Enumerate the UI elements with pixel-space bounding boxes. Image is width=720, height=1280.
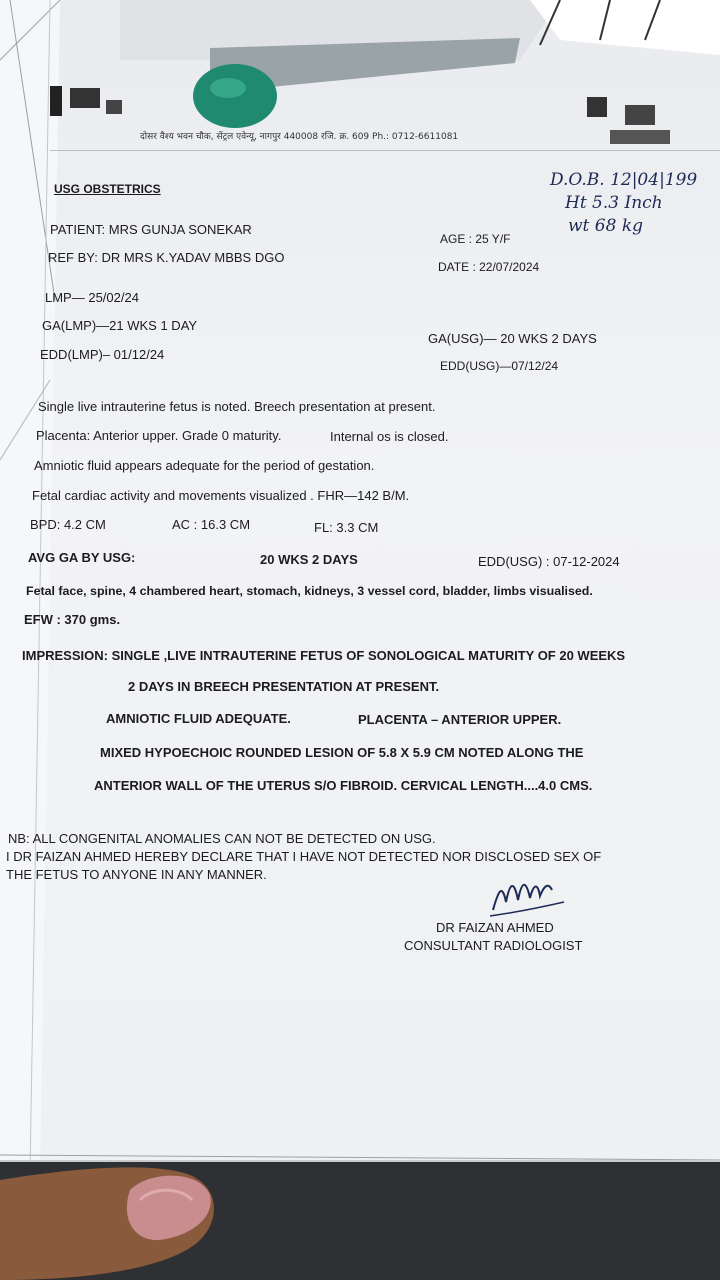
finding-amniotic: Amniotic fluid appears adequate for the period of gestation.	[34, 458, 375, 473]
finding-cardiac: Fetal cardiac activity and movements visualized . FHR—142 B/M.	[32, 488, 410, 503]
patient-name: PATIENT: MRS GUNJA SONEKAR	[50, 222, 252, 237]
edd-lmp: EDD(LMP)– 01/12/24	[40, 347, 165, 362]
avg-ga-value: 20 WKS 2 DAYS	[260, 552, 358, 567]
handwritten-weight: wt 68 kg	[568, 216, 644, 236]
finding-placenta: Placenta: Anterior upper. Grade 0 maturity.	[36, 428, 282, 443]
nb-note: NB: ALL CONGENITAL ANOMALIES CAN NOT BE DETECTED ON USG.	[8, 831, 436, 846]
edd-usg: EDD(USG) : 07-12-2024	[478, 554, 620, 569]
impression-amniotic: AMNIOTIC FLUID ADEQUATE.	[106, 711, 291, 726]
measure-bpd: BPD: 4.2 CM	[30, 517, 106, 532]
pen-cap-icon	[190, 18, 530, 128]
header-divider	[50, 150, 720, 151]
organs-visualised: Fetal face, spine, 4 chambered heart, stomach, kidneys, 3 vessel cord, bladder, limbs visualised.	[26, 584, 593, 598]
impression-lesion-1: MIXED HYPOECHOIC ROUNDED LESION OF 5.8 X 5.9 CM NOTED ALONG THE	[100, 745, 584, 760]
finger-icon	[0, 1160, 260, 1280]
doctor-title: CONSULTANT RADIOLOGIST	[404, 938, 583, 953]
signature-icon	[488, 872, 568, 922]
impression-lesion-2: ANTERIOR WALL OF THE UTERUS S/O FIBROID. CERVICAL LENGTH....4.0 CMS.	[94, 778, 593, 793]
edd-usg-header: EDD(USG)—07/12/24	[440, 359, 559, 373]
report-date: DATE : 22/07/2024	[438, 260, 540, 274]
referred-by: REF BY: DR MRS K.YADAV MBBS DGO	[48, 250, 285, 265]
handwritten-height: Ht 5.3 Inch	[565, 193, 663, 213]
ga-usg: GA(USG)— 20 WKS 2 DAYS	[428, 331, 597, 346]
letterhead-address: दोसर वैश्य भवन चौक, सेंट्रल एवेन्यू, नागपुर 440008 रजि. क्र. 609 Ph.: 0712-6611081	[140, 132, 459, 142]
finding-internal-os: Internal os is closed.	[330, 429, 449, 444]
impression-placenta: PLACENTA – ANTERIOR UPPER.	[358, 712, 562, 727]
declaration-line-2: THE FETUS TO ANYONE IN ANY MANNER.	[6, 867, 267, 882]
handwritten-dob: D.O.B. 12|04|199	[550, 170, 698, 190]
impression-line-1: IMPRESSION: SINGLE ,LIVE INTRAUTERINE FETUS OF SONOLOGICAL MATURITY OF 20 WEEKS	[22, 648, 626, 663]
report-title: USG OBSTETRICS	[54, 182, 161, 196]
measure-ac: AC : 16.3 CM	[172, 517, 251, 532]
avg-ga-label: AVG GA BY USG:	[28, 550, 136, 565]
finding-fetus: Single live intrauterine fetus is noted. Breech presentation at present.	[38, 399, 436, 414]
patient-age: AGE : 25 Y/F	[440, 232, 511, 246]
measure-fl: FL: 3.3 CM	[314, 520, 379, 535]
ga-lmp: GA(LMP)—21 WKS 1 DAY	[42, 318, 198, 333]
doctor-name: DR FAIZAN AHMED	[436, 920, 554, 935]
accreditation-logo-icon	[585, 95, 685, 150]
efw: EFW : 370 gms.	[24, 612, 121, 627]
declaration-line-1: I DR FAIZAN AHMED HEREBY DECLARE THAT I HAVE NOT DETECTED NOR DISCLOSED SEX OF	[6, 849, 602, 864]
lmp: LMP— 25/02/24	[45, 290, 139, 305]
clinic-logo-icon	[48, 78, 128, 133]
impression-line-2: 2 DAYS IN BREECH PRESENTATION AT PRESENT.	[128, 679, 440, 694]
